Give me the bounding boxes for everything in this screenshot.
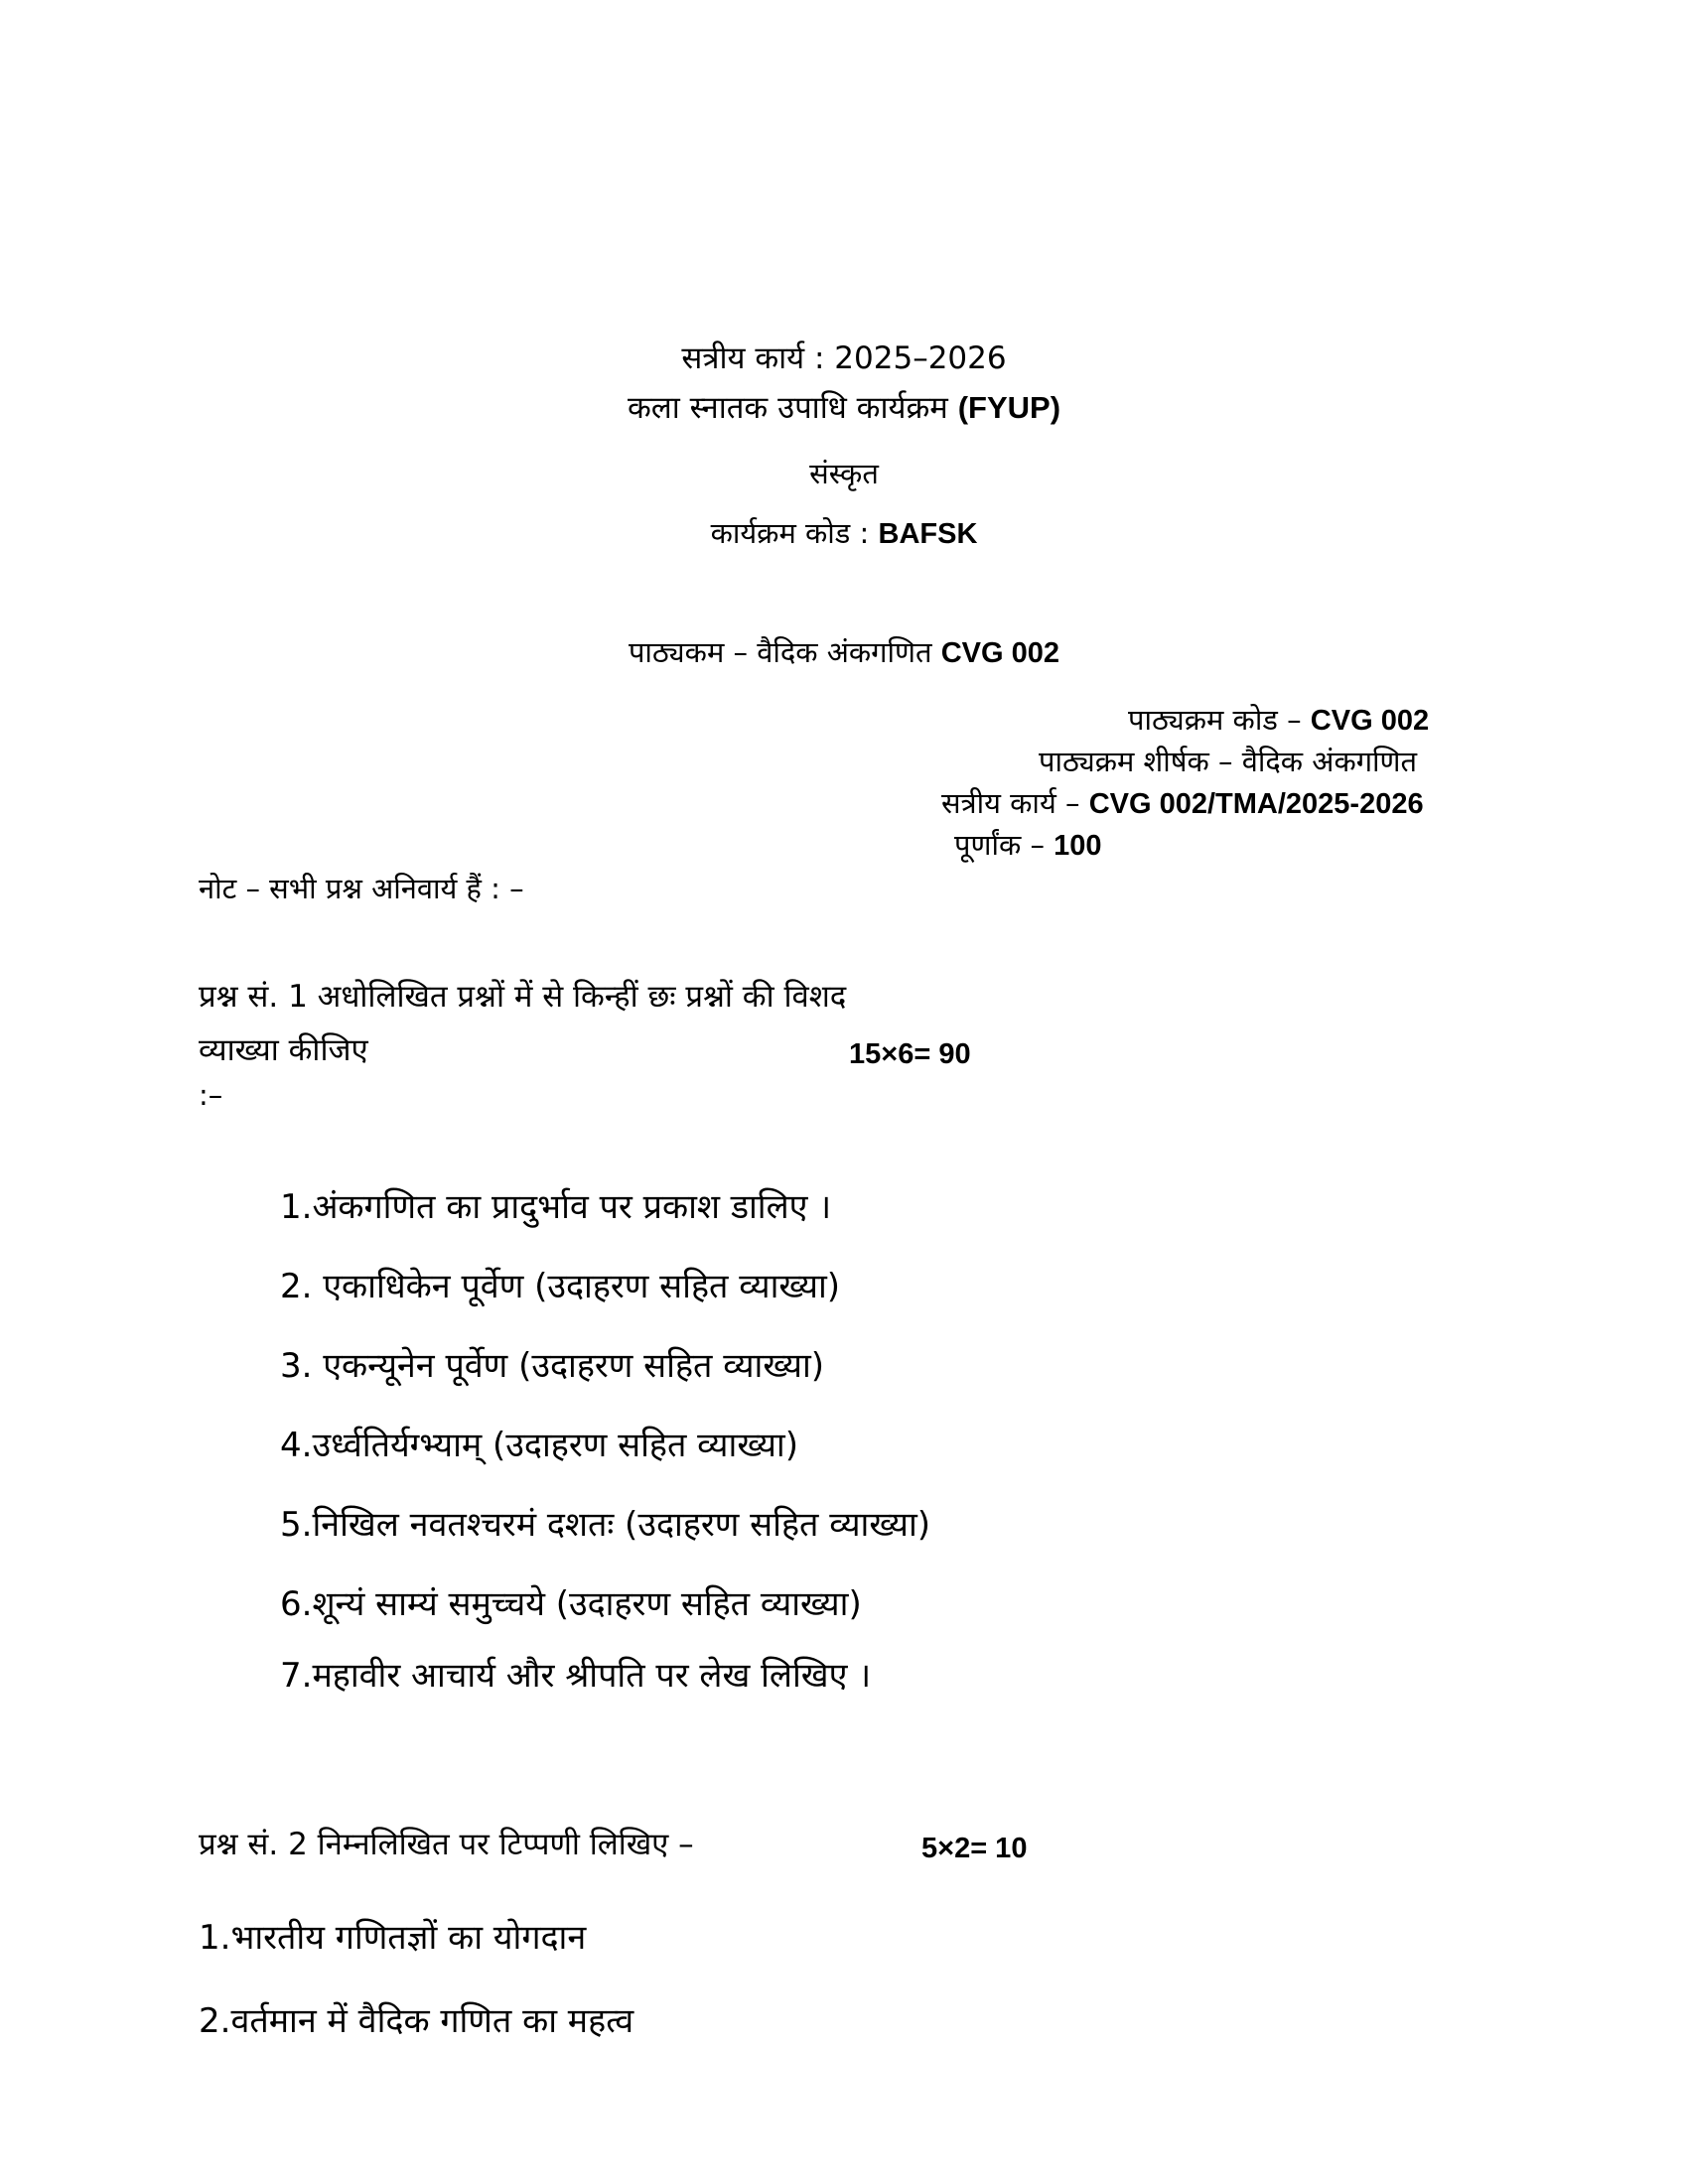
question2-marks-line [921, 1831, 1027, 1866]
course-code-line [1128, 703, 1429, 739]
question2-heading [199, 1827, 694, 1863]
list-item [199, 1918, 586, 1959]
assignment-code-label: सत्रीय कार्य – [941, 786, 1080, 820]
assignment-code-line [941, 786, 1424, 822]
programme-code-value: BAFSK [878, 518, 978, 550]
note-text: नोट – सभी प्रश्न अनिवार्य हैं : – [199, 872, 524, 905]
assignment-code-value: CVG 002/TMA/2025-2026 [1088, 788, 1424, 820]
list-item [280, 1426, 798, 1466]
programme-name: कला स्नातक उपाधि कार्यक्रम [627, 390, 948, 426]
course-code-label: पाठ्यक्रम कोड – [1128, 703, 1302, 737]
question1-tail [199, 1078, 222, 1113]
question1-item-2: 2. एकाधिकेन पूर्वेण (उदाहरण सहित व्याख्या) [280, 1267, 841, 1306]
question2-item-1: 1.भारतीय गणितज्ञों का योगदान [199, 1918, 587, 1958]
max-marks-line [954, 828, 1102, 864]
question1-tail-text: :– [199, 1078, 223, 1112]
list-item [199, 2001, 633, 2042]
list-item [280, 1267, 840, 1307]
question1-item-6: 6.शून्यं साम्यं समुच्चये (उदाहरण सहित व्याख्या) [280, 1584, 862, 1624]
subject-text: संस्कृत [809, 457, 879, 490]
assignment-year-heading [0, 341, 1688, 377]
question1-heading [199, 979, 846, 1016]
question1-text-line2: व्याख्या कीजिए [199, 1032, 368, 1068]
list-item [280, 1656, 871, 1697]
question1-marks: 15×6= 90 [849, 1038, 971, 1070]
question1-item-7: 7.महावीर आचार्य और श्रीपति पर लेख लिखिए । [280, 1656, 872, 1696]
course-heading [0, 635, 1688, 671]
question1-item-4: 4.उर्ध्वतिर्यग्भ्याम् (उदाहरण सहित व्याख्या) [280, 1426, 799, 1465]
question2-item-2: 2.वर्तमान में वैदिक गणित का महत्व [199, 2001, 634, 2041]
assignment-year-text: सत्रीय कार्य : 2025–2026 [681, 341, 1007, 376]
course-code-value: CVG 002 [1310, 705, 1430, 737]
subject-heading [0, 457, 1688, 491]
course-title-line [1039, 745, 1417, 779]
question2-text: प्रश्न सं. 2 निम्नलिखित पर टिप्पणी लिखिए – [199, 1827, 694, 1862]
programme-code-heading [0, 516, 1688, 552]
question1-item-1: 1.अंकगणित का प्रादुर्भाव पर प्रकाश डालिए । [280, 1187, 832, 1227]
programme-heading [0, 389, 1688, 427]
programme-abbr: (FYUP) [957, 390, 1061, 425]
list-item [280, 1505, 930, 1546]
question1-item-3: 3. एकन्यूनेन पूर्वेण (उदाहरण सहित व्याख्या) [280, 1346, 825, 1386]
question1-text: प्रश्न सं. 1 अधोलिखित प्रश्नों में से किन्हीं छः प्रश्नों की विशद [199, 979, 847, 1015]
list-item [280, 1346, 824, 1387]
question1-item-5: 5.निखिल नवतश्चरमं दशतः (उदाहरण सहित व्याख्या) [280, 1505, 931, 1545]
max-marks-value: 100 [1054, 830, 1102, 862]
question1-marks-line [849, 1036, 971, 1072]
programme-code-label: कार्यक्रम कोड : [710, 516, 870, 550]
course-label: पाठ्यकम – वैदिक अंकगणित [628, 635, 932, 669]
note-line [199, 872, 524, 906]
course-title-label: पाठ्यक्रम शीर्षक – वैदिक अंकगणित [1039, 745, 1418, 778]
list-item [280, 1187, 831, 1228]
max-marks-label: पूर्णांक – [954, 828, 1045, 862]
question2-marks: 5×2= 10 [921, 1833, 1028, 1864]
question1-heading-line2 [199, 1032, 368, 1069]
course-code: CVG 002 [940, 637, 1060, 669]
list-item [280, 1584, 862, 1625]
